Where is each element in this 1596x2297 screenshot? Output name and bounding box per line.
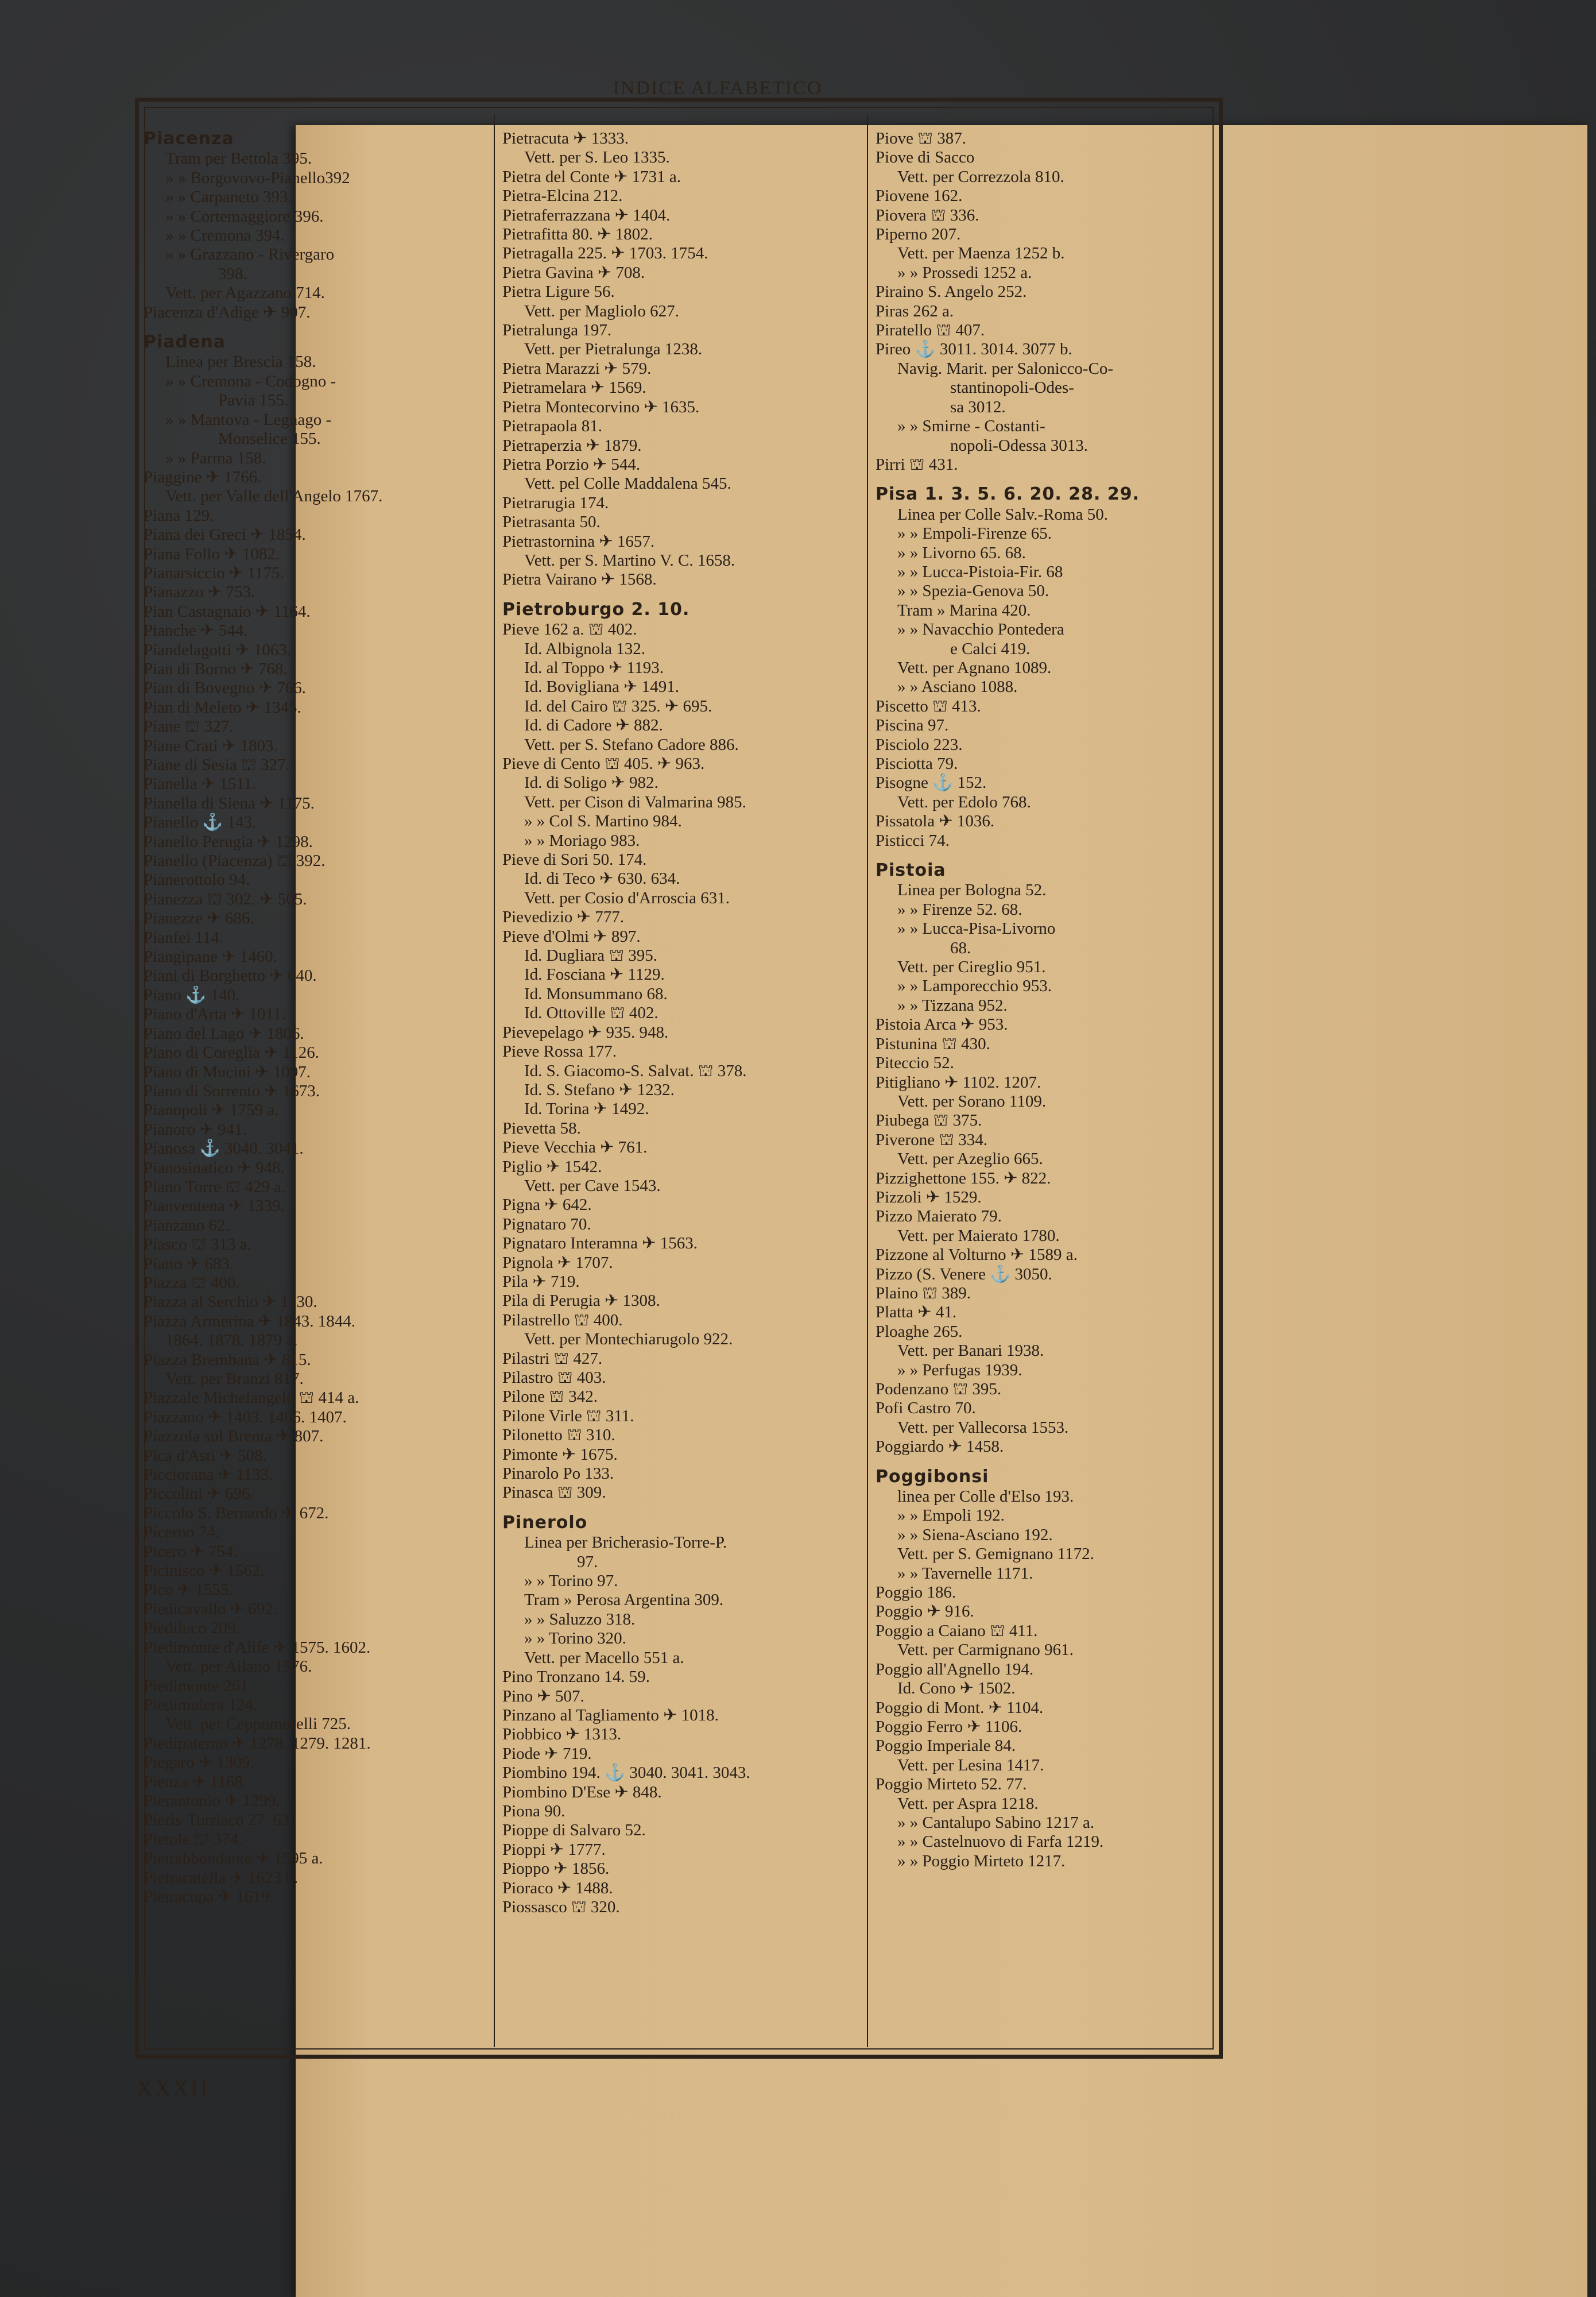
- index-entry: » » Asciano 1088.: [897, 678, 1018, 697]
- index-entry: Pietrasanta 50.: [502, 513, 601, 532]
- index-entry: Pignataro 70.: [502, 1215, 591, 1233]
- index-entry: Piossasco ⛫ 320.: [502, 1897, 620, 1916]
- index-entry: » » Cantalupo Sabino 1217 a.: [897, 1813, 1095, 1832]
- index-entry: Piverone ⛫ 334.: [876, 1130, 987, 1149]
- index-entry: Piane ⛫ 327.: [144, 717, 234, 736]
- index-entry: Piratello ⛫ 407.: [876, 321, 985, 340]
- index-entry: Pianello (Piacenza) ⛫ 392.: [144, 852, 326, 871]
- index-column-3: [876, 129, 1214, 1871]
- index-entry: Pietra Vairano ✈ 1568.: [502, 570, 657, 589]
- index-entry: 398.: [218, 264, 247, 283]
- index-entry: Pisticci 74.: [876, 831, 950, 850]
- index-entry: Vett. per Cison di Valmarina 985.: [524, 792, 746, 811]
- index-entry: Pietra Marazzi ✈ 579.: [502, 359, 652, 378]
- index-entry: Pianarsiccio ✈ 1175.: [144, 563, 284, 582]
- index-entry: 97.: [577, 1552, 598, 1571]
- index-entry: Vett. per Banari 1938.: [897, 1341, 1044, 1360]
- index-heading: Pistoia: [876, 861, 946, 880]
- index-entry: Vett. per Cosio d'Arroscia 631.: [524, 888, 730, 907]
- index-entry: Pietra del Conte ✈ 1731 a.: [502, 167, 681, 186]
- index-entry: Monselice 155.: [218, 430, 321, 448]
- index-entry: Piedipaterno ✈ 1278. 1279. 1281.: [144, 1734, 371, 1753]
- index-entry: Pistoia Arca ✈ 953.: [876, 1015, 1008, 1034]
- index-entry: » » Torino 320.: [524, 1629, 626, 1648]
- index-entry: Piraino S. Angelo 252.: [876, 283, 1027, 301]
- index-entry: Pievetta 58.: [502, 1119, 581, 1138]
- index-entry: Pietramelara ✈ 1569.: [502, 378, 646, 397]
- index-entry: Vett. per Lesina 1417.: [897, 1755, 1044, 1774]
- index-entry: Picinisco ✈ 1562.: [144, 1561, 265, 1580]
- index-entry: Piano di Sorrento ✈ 1673.: [144, 1081, 320, 1100]
- index-entry: Vett. per Cave 1543.: [524, 1176, 661, 1195]
- index-entry: Vett. per S. Stefano Cadore 886.: [524, 735, 739, 754]
- index-entry: » » Tizzana 952.: [897, 996, 1008, 1015]
- index-entry: Pietrarugia 174.: [502, 493, 609, 512]
- index-entry: Pietracatella ✈ 1623 b.: [144, 1868, 299, 1887]
- index-heading: Piacenza: [144, 129, 234, 149]
- index-entry: Poggio all'Agnello 194.: [876, 1660, 1034, 1679]
- index-entry: Pignola ✈ 1707.: [502, 1253, 613, 1272]
- index-entry: Piano d'Arta ✈ 1011.: [144, 1005, 286, 1024]
- index-entry: nopoli-Odessa 3013.: [950, 436, 1088, 455]
- index-entry: Linea per Brescia 158.: [165, 353, 316, 372]
- index-entry: Pietracuta ✈ 1333.: [502, 129, 629, 148]
- index-entry: Plaino ⛫ 389.: [876, 1283, 971, 1302]
- index-entry: » » Mantova - Legnago -: [165, 410, 332, 429]
- index-entry: Pirri ⛫ 431.: [876, 455, 958, 474]
- index-entry: sa 3012.: [950, 397, 1006, 416]
- index-entry: Piandelagotti ✈ 1063.: [144, 640, 292, 659]
- index-entry: Pianosinatico ✈ 948.: [144, 1158, 285, 1177]
- index-entry: Pianventena ✈ 1339.: [144, 1197, 285, 1216]
- index-entry: Pian Castagnaio ✈ 1164.: [144, 602, 311, 621]
- index-entry: 1864. 1878. 1879 a.: [165, 1331, 298, 1350]
- index-entry: » » Lamporecchio 953.: [897, 977, 1052, 996]
- index-entry: Pian di Borno ✈ 768.: [144, 659, 288, 678]
- index-entry: Pietole ⛫ 374.: [144, 1830, 243, 1849]
- index-entry: Pietrapaola 81.: [502, 417, 602, 436]
- index-entry: » » Cortemaggiore 396.: [165, 207, 324, 226]
- index-entry: Vett. per Aspra 1218.: [897, 1794, 1039, 1813]
- index-entry: » » Saluzzo 318.: [524, 1610, 636, 1629]
- index-entry: Pilastro ⛫ 403.: [502, 1368, 606, 1387]
- index-entry: Pofi Castro 70.: [876, 1399, 976, 1418]
- index-entry: Piana 129.: [144, 506, 214, 525]
- index-entry: » » Tavernelle 1171.: [897, 1564, 1033, 1583]
- index-entry: linea per Colle d'Elso 193.: [897, 1487, 1074, 1506]
- index-entry: Pisciolo 223.: [876, 735, 963, 754]
- index-entry: Pissatola ✈ 1036.: [876, 812, 995, 831]
- index-entry: Piubega ⛫ 375.: [876, 1111, 982, 1130]
- index-entry: Piccolini ✈ 696.: [144, 1484, 254, 1503]
- index-entry: Linea per Colle Salv.-Roma 50.: [897, 505, 1108, 524]
- index-entry: Pianella di Siena ✈ 1175.: [144, 794, 315, 813]
- index-entry: Piano di Mucini ✈ 1097.: [144, 1062, 311, 1081]
- index-entry: Vett. per Ailano 1576.: [165, 1657, 312, 1676]
- index-entry: » » Smirne - Costanti-: [897, 417, 1045, 436]
- index-entry: Pilastri ⛫ 427.: [502, 1349, 603, 1368]
- index-entry: » » Cremona 394.: [165, 226, 285, 245]
- index-entry: Pianezza ⛫ 302. ✈ 505.: [144, 890, 307, 908]
- index-entry: Tram » Marina 420.: [897, 601, 1031, 620]
- index-entry: » » Livorno 65. 68.: [897, 543, 1026, 562]
- index-entry: Piove ⛫ 387.: [876, 129, 966, 148]
- index-entry: Vett. per Ceppomorelli 725.: [165, 1715, 351, 1734]
- index-entry: Pianoro ✈ 941.: [144, 1120, 247, 1139]
- index-entry: Piglio ✈ 1542.: [502, 1157, 602, 1176]
- index-entry: Pistunina ⛫ 430.: [876, 1034, 990, 1053]
- index-entry: Pioraco ✈ 1488.: [502, 1878, 613, 1897]
- index-entry: Poggio Ferro ✈ 1106.: [876, 1717, 1022, 1736]
- index-entry: » » Navacchio Pontedera: [897, 620, 1064, 639]
- index-entry: » » Col S. Martino 984.: [524, 812, 682, 831]
- index-entry: Piani di Borghetto ✈ 640.: [144, 966, 317, 985]
- index-entry: Piano di Coreglia ✈ 1126.: [144, 1043, 319, 1062]
- index-entry: Podenzano ⛫ 395.: [876, 1380, 1002, 1398]
- index-entry: Vett. per Maierato 1780.: [897, 1226, 1060, 1245]
- index-column-1: [144, 129, 477, 1907]
- index-entry: Pizzone al Volturno ✈ 1589 a.: [876, 1246, 1078, 1264]
- index-entry: Piteccio 52.: [876, 1054, 954, 1073]
- index-entry: Piazza Brembana ✈ 815.: [144, 1350, 311, 1369]
- index-entry: Pilone ⛫ 342.: [502, 1387, 598, 1406]
- index-entry: Piane Crati ✈ 1803.: [144, 736, 278, 755]
- index-entry: Id. Fosciana ✈ 1129.: [524, 965, 665, 984]
- index-entry: Id. del Cairo ⛫ 325. ✈ 695.: [524, 697, 712, 716]
- index-entry: Poggio Mirteto 52. 77.: [876, 1775, 1027, 1794]
- index-entry: Pian di Bovegno ✈ 766.: [144, 679, 306, 698]
- running-head: INDICE ALFABETICO: [613, 78, 823, 99]
- index-entry: Tram per Bettola 395.: [165, 149, 312, 168]
- index-column-2: [502, 129, 855, 1917]
- index-entry: Pilone Virle ⛫ 311.: [502, 1406, 634, 1425]
- index-entry: » » Lucca-Pisa-Livorno: [897, 919, 1056, 938]
- index-entry: Piangipane ✈ 1460.: [144, 948, 277, 966]
- index-entry: Vett. per Branzi 817.: [165, 1370, 304, 1388]
- index-entry: Poggio a Caiano ⛫ 411.: [876, 1621, 1038, 1640]
- index-entry: Linea per Bricherasio-Torre-P.: [524, 1533, 727, 1552]
- index-entry: Vett. per Maenza 1252 b.: [897, 244, 1065, 263]
- index-entry: Piediluco 209.: [144, 1619, 240, 1638]
- index-entry: Pieve di Sori 50. 174.: [502, 850, 647, 869]
- index-entry: 68.: [950, 938, 971, 957]
- index-entry: Pieve di Cento ⛫ 405. ✈ 963.: [502, 755, 705, 773]
- index-entry: Pietralunga 197.: [502, 321, 612, 340]
- index-entry: Pinarolo Po 133.: [502, 1464, 614, 1483]
- index-entry: Poggiardo ✈ 1458.: [876, 1437, 1004, 1456]
- index-entry: Pilastrello ⛫ 400.: [502, 1310, 623, 1329]
- page-number: XXXII: [137, 2076, 210, 2101]
- index-entry: » » Poggio Mirteto 1217.: [897, 1851, 1066, 1870]
- index-entry: » » Torino 97.: [524, 1572, 618, 1591]
- index-entry: Vett. per Sorano 1109.: [897, 1092, 1047, 1111]
- index-entry: Pieve Vecchia ✈ 761.: [502, 1138, 648, 1157]
- index-entry: Piano del Lago ✈ 1806.: [144, 1024, 304, 1043]
- index-entry: Vett. per Cireglio 951.: [897, 958, 1046, 977]
- index-entry: Vett. per Carmignano 961.: [897, 1641, 1074, 1660]
- index-entry: Id. Cono ✈ 1502.: [897, 1679, 1016, 1698]
- index-entry: Pianche ✈ 544.: [144, 621, 248, 640]
- index-entry: Piazza ⛫ 400.: [144, 1273, 240, 1292]
- index-entry: Id. Bovigliana ✈ 1491.: [524, 678, 679, 697]
- index-entry: » » Carpaneto 393.: [165, 188, 292, 207]
- index-entry: Piccolo S. Bernardo ✈ 672.: [144, 1503, 329, 1522]
- index-entry: Piscina 97.: [876, 716, 949, 735]
- index-entry: Pigna ✈ 642.: [502, 1196, 592, 1215]
- column-rule: [867, 115, 868, 2047]
- index-entry: Piana dei Greci ✈ 1854.: [144, 525, 306, 544]
- index-entry: Id. Ottoville ⛫ 402.: [524, 1004, 658, 1023]
- index-entry: Pievedizio ✈ 777.: [502, 908, 624, 927]
- index-entry: » » Cremona - Codogno -: [165, 372, 336, 390]
- index-entry: Pioppe di Salvaro 52.: [502, 1821, 646, 1840]
- index-entry: Pietracupa ✈ 1619.: [144, 1887, 274, 1906]
- index-entry: Linea per Bologna 52.: [897, 881, 1047, 900]
- index-entry: Piazza Armerina ✈ 1843. 1844.: [144, 1312, 355, 1331]
- index-entry: Pietra Montecorvino ✈ 1635.: [502, 397, 700, 416]
- index-entry: » » Castelnuovo di Farfa 1219.: [897, 1832, 1104, 1851]
- index-entry: Pietrastornina ✈ 1657.: [502, 532, 655, 551]
- index-entry: Pietragalla 225. ✈ 1703. 1754.: [502, 244, 708, 263]
- index-entry: Id. S. Stefano ✈ 1232.: [524, 1080, 675, 1099]
- index-entry: Piras 262 a.: [876, 301, 954, 320]
- index-entry: Piazza al Serchio ✈ 1130.: [144, 1293, 317, 1312]
- index-entry: Piedimulera 124.: [144, 1695, 258, 1714]
- index-entry: Vett. per Edolo 768.: [897, 792, 1031, 811]
- index-entry: Piombino 194. ⚓ 3040. 3041. 3043.: [502, 1764, 750, 1782]
- index-entry: » » Spezia-Genova 50.: [897, 582, 1049, 601]
- index-entry: Pian di Meleto ✈ 1345.: [144, 698, 301, 717]
- index-entry: Id. al Toppo ✈ 1193.: [524, 658, 664, 677]
- index-entry: Pisogne ⚓ 152.: [876, 774, 987, 792]
- index-entry: Platta ✈ 41.: [876, 1303, 957, 1322]
- index-entry: » » Siena-Asciano 192.: [897, 1525, 1053, 1544]
- index-entry: Pieve Rossa 177.: [502, 1042, 617, 1061]
- index-entry: Piperno 207.: [876, 225, 961, 244]
- index-entry: Vett. per Vallecorsa 1553.: [897, 1418, 1069, 1437]
- index-entry: Piedimonte d'Alife ✈ 1575. 1602.: [144, 1638, 371, 1657]
- index-entry: Pavia 155.: [218, 391, 289, 410]
- index-entry: stantinopoli-Odes-: [950, 378, 1074, 397]
- index-entry: Pierantonio ✈ 1299.: [144, 1791, 280, 1810]
- index-entry: Pireo ⚓ 3011. 3014. 3077 b.: [876, 340, 1072, 359]
- index-entry: Piano ⚓ 140.: [144, 985, 240, 1004]
- index-entry: Pieris-Turriaco 27. 63.: [144, 1811, 294, 1830]
- index-entry: Pietrabbondante ✈ 1595 a.: [144, 1849, 323, 1868]
- index-entry: Vett. per Pietralunga 1238.: [524, 340, 703, 359]
- index-entry: » » Borgovovo-Pianello392: [165, 168, 350, 187]
- index-entry: Id. Monsummano 68.: [524, 984, 668, 1003]
- index-entry: Vett. per Macello 551 a.: [524, 1648, 684, 1667]
- index-entry: Pizzo Maierato 79.: [876, 1207, 1002, 1226]
- index-entry: Pietrafitta 80. ✈ 1802.: [502, 225, 653, 244]
- index-entry: Vett. per Azeglio 665.: [897, 1150, 1043, 1169]
- index-entry: Pietra Gavina ✈ 708.: [502, 263, 645, 282]
- index-heading: Piadena: [144, 332, 226, 352]
- index-entry: Vett. per Agazzano 714.: [165, 284, 325, 303]
- index-entry: » » Empoli 192.: [897, 1506, 1005, 1525]
- index-entry: Piegaro ✈ 1309.: [144, 1753, 254, 1772]
- index-entry: Id. di Cadore ✈ 882.: [524, 716, 663, 735]
- index-entry: Piove di Sacco: [876, 148, 975, 167]
- index-entry: » » Prossedi 1252 a.: [897, 263, 1032, 282]
- index-entry: Pianazzo ✈ 753.: [144, 583, 255, 602]
- index-entry: Poggio ✈ 916.: [876, 1602, 974, 1621]
- index-entry: Piazzale Michelangelo ⛫ 414 a.: [144, 1389, 359, 1407]
- index-entry: Vett. pel Colle Maddalena 545.: [524, 474, 731, 493]
- index-entry: Piovene 162.: [876, 187, 963, 206]
- index-entry: Pioppo ✈ 1856.: [502, 1859, 610, 1878]
- index-entry: Id. di Soligo ✈ 982.: [524, 774, 658, 792]
- index-entry: Pietraperzia ✈ 1879.: [502, 436, 642, 455]
- index-entry: Pisciotta 79.: [876, 755, 958, 773]
- index-entry: Tram » Perosa Argentina 309.: [524, 1591, 724, 1610]
- index-entry: Ploaghe 265.: [876, 1322, 963, 1341]
- index-entry: Pitigliano ✈ 1102. 1207.: [876, 1073, 1041, 1092]
- index-entry: Pizzoli ✈ 1529.: [876, 1188, 982, 1206]
- index-heading: Poggibonsi: [876, 1467, 989, 1487]
- index-entry: Pianosa ⚓ 3040. 3041.: [144, 1139, 304, 1158]
- index-entry: Piano Torre ⛫ 429 a.: [144, 1177, 286, 1196]
- index-entry: Piombino D'Ese ✈ 848.: [502, 1782, 662, 1801]
- index-entry: Pilonetto ⛫ 310.: [502, 1426, 615, 1445]
- index-entry: Pinzano al Tagliamento ✈ 1018.: [502, 1706, 719, 1724]
- index-entry: » » Lucca-Pistoia-Fir. 68: [897, 562, 1063, 581]
- index-entry: Vett. per S. Gemignano 1172.: [897, 1545, 1094, 1564]
- index-entry: Piane di Sesia ⛫ 327.: [144, 756, 290, 774]
- index-entry: » » Firenze 52. 68.: [897, 900, 1022, 919]
- index-entry: Piazzano ✈ 1403. 1406. 1407.: [144, 1407, 347, 1426]
- index-entry: Pieve 162 a. ⛫ 402.: [502, 620, 637, 639]
- index-entry: e Calci 419.: [950, 639, 1031, 658]
- index-entry: Piatto ✈ 683.: [144, 1254, 234, 1273]
- index-entry: Vett. per Correzzola 810.: [897, 167, 1064, 186]
- index-entry: Pianzano 62.: [144, 1216, 230, 1235]
- index-entry: Pianello Perugia ✈ 1298.: [144, 832, 313, 851]
- column-rule: [494, 115, 495, 2047]
- index-entry: Poggio Imperiale 84.: [876, 1737, 1016, 1755]
- index-entry: Pino Tronzano 14. 59.: [502, 1668, 650, 1687]
- index-entry: Pico ✈ 1555.: [144, 1580, 233, 1599]
- index-entry: Pila ✈ 719.: [502, 1272, 580, 1291]
- index-entry: Pino ✈ 507.: [502, 1687, 584, 1706]
- index-entry: Piasco ⛫ 313 a.: [144, 1235, 251, 1254]
- index-entry: Pignataro Interamna ✈ 1563.: [502, 1234, 698, 1253]
- index-entry: Pimonte ✈ 1675.: [502, 1445, 618, 1464]
- index-entry: Id. Dugliara ⛫ 395.: [524, 946, 658, 965]
- index-entry: Vett. per Agnano 1089.: [897, 658, 1052, 677]
- index-entry: Id. S. Giacomo-S. Salvat. ⛫ 378.: [524, 1061, 747, 1080]
- index-entry: » » Parma 158.: [165, 448, 266, 467]
- index-entry: Piaggine ✈ 1766.: [144, 467, 262, 486]
- index-entry: Vett. per S. Leo 1335.: [524, 148, 670, 167]
- index-entry: Pienza ✈ 1168.: [144, 1772, 247, 1791]
- index-entry: Pioppi ✈ 1777.: [502, 1840, 606, 1859]
- index-entry: Poggio di Mont. ✈ 1104.: [876, 1698, 1044, 1717]
- index-entry: Pievepelago ✈ 935. 948.: [502, 1023, 669, 1042]
- index-entry: Piscetto ⛫ 413.: [876, 697, 981, 716]
- index-entry: Pietra Porzio ✈ 544.: [502, 455, 641, 474]
- index-entry: Vett. per Magliolo 627.: [524, 301, 679, 320]
- index-heading: Pisa 1. 3. 5. 6. 20. 28. 29.: [876, 485, 1140, 504]
- index-entry: » » Grazzano - Rivergaro: [165, 245, 335, 264]
- index-entry: Vett. per S. Martino V. C. 1658.: [524, 551, 735, 570]
- index-entry: Pianfei 114.: [144, 928, 224, 947]
- index-entry: Vett. per Montechiarugolo 922.: [524, 1330, 733, 1349]
- index-entry: Pizzo (S. Venere ⚓ 3050.: [876, 1264, 1052, 1283]
- index-entry: Pila di Perugia ✈ 1308.: [502, 1291, 660, 1310]
- index-heading: Pinerolo: [502, 1513, 588, 1533]
- index-entry: Id. Torina ✈ 1492.: [524, 1100, 649, 1119]
- index-entry: Piazzola sul Brenta ✈ 807.: [144, 1427, 324, 1446]
- index-entry: Piona 90.: [502, 1801, 565, 1820]
- index-entry: Pianopoli ✈ 1759 a.: [144, 1101, 279, 1120]
- index-entry: Id. di Teco ✈ 630. 634.: [524, 869, 680, 888]
- index-entry: Pietraferrazzana ✈ 1404.: [502, 206, 671, 225]
- index-entry: Piobbico ✈ 1313.: [502, 1725, 622, 1744]
- index-entry: Pietra-Elcina 212.: [502, 187, 623, 206]
- index-entry: Pietra Ligure 56.: [502, 283, 615, 301]
- index-entry: Pianello ⚓ 143.: [144, 813, 257, 832]
- index-entry: Vett. per Valle dell'Angelo 1767.: [165, 487, 383, 506]
- index-entry: Picciorana ✈ 1133.: [144, 1465, 273, 1484]
- index-entry: Pianerottolo 94.: [144, 871, 250, 890]
- index-entry: Piedicavallo ✈ 692.: [144, 1599, 277, 1618]
- index-entry: Piacenza d'Adige ✈ 907.: [144, 303, 311, 322]
- index-entry: » » Empoli-Firenze 65.: [897, 524, 1052, 543]
- index-entry: Navig. Marit. per Salonicco-Co-: [897, 359, 1114, 378]
- index-entry: Pica d'Asti ✈ 508.: [144, 1446, 267, 1465]
- index-entry: Pianella ✈ 1511.: [144, 775, 257, 794]
- index-entry: Piovera ⛫ 336.: [876, 206, 979, 225]
- index-heading: Pietroburgo 2. 10.: [502, 600, 690, 620]
- index-entry: Picerno 74.: [144, 1523, 220, 1542]
- index-entry: » » Perfugas 1939.: [897, 1360, 1022, 1379]
- index-entry: Pinasca ⛫ 309.: [502, 1483, 606, 1502]
- index-entry: » » Moriago 983.: [524, 831, 640, 850]
- index-entry: Piode ✈ 719.: [502, 1744, 592, 1763]
- index-entry: Pieve d'Olmi ✈ 897.: [502, 927, 641, 946]
- index-entry: Piedimonte 261.: [144, 1676, 253, 1695]
- index-entry: Piana Follo ✈ 1082.: [144, 544, 280, 563]
- index-entry: Pizzighettone 155. ✈ 822.: [876, 1169, 1051, 1188]
- index-entry: Id. Albignola 132.: [524, 639, 646, 658]
- index-entry: Pianezze ✈ 686.: [144, 909, 254, 928]
- index-entry: Poggio 186.: [876, 1583, 956, 1602]
- index-entry: Picero ✈ 754.: [144, 1542, 238, 1561]
